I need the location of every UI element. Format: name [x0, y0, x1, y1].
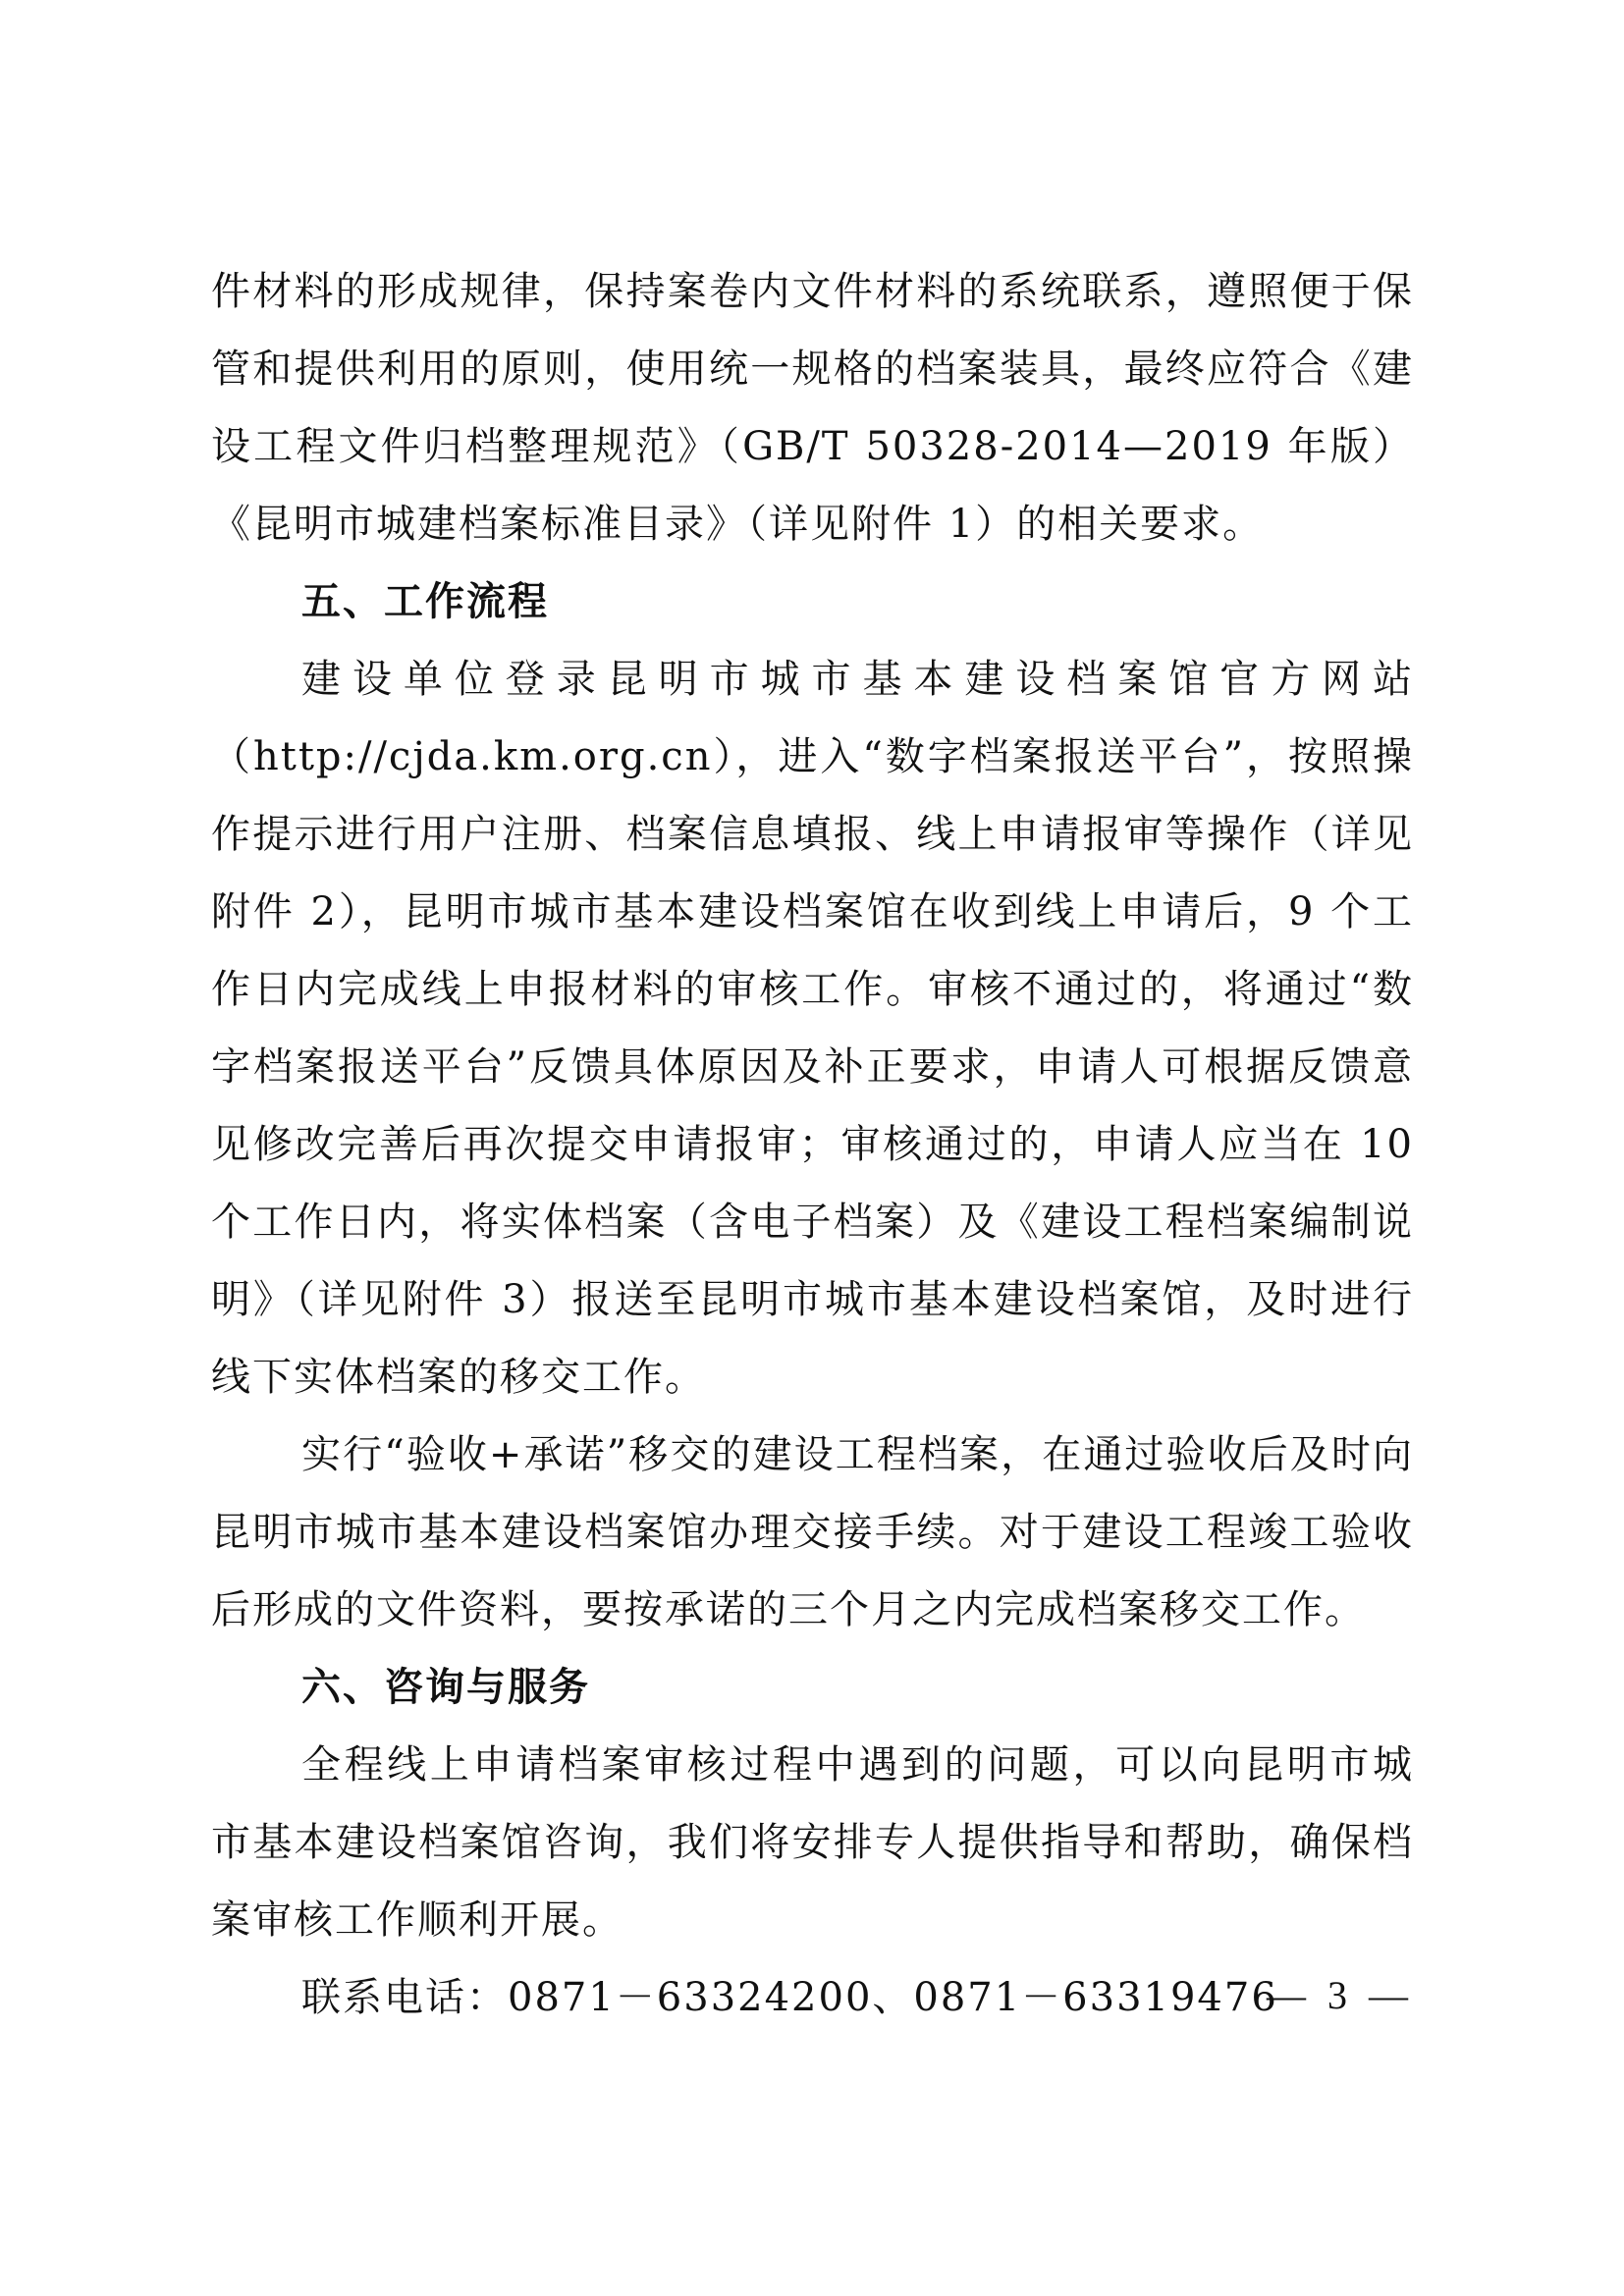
document-body: [211, 253, 1414, 2037]
paragraph-acceptance: 实行“验收+承诺”移交的建设工程档案，在通过验收后及时向昆明市城市基本建设档案馆办理交接手续。对于建设工程竣工验收后形成的文件资料，要按承诺的三个月之内完成档案移交工作。: [211, 1432, 1414, 1632]
section-heading-consulting: 六、咨询与服务: [301, 1665, 590, 1710]
section-heading-workflow: 五、工作流程: [301, 579, 549, 624]
page-number: — 3 —: [1267, 1973, 1414, 2017]
contact-phone: 联系电话：0871－63324200、0871－63319476: [301, 1975, 1278, 2020]
paragraph-continuation: 件材料的形成规律，保持案卷内文件材料的系统联系，遵照便于保管和提供利用的原则，使用统一规格的档案装具，最终应符合《建设工程文件归档整理规范》（GB/T 50328-2014—2019 年版）《昆明市城建档案标准目录》（详见附件 1）的相关要求。: [211, 269, 1414, 547]
paragraph-consulting: 全程线上申请档案审核过程中遇到的问题，可以向昆明市城市基本建设档案馆咨询，我们将安排专人提供指导和帮助，确保档案审核工作顺利开展。: [211, 1742, 1414, 1943]
paragraph-workflow: 建设单位登录昆明市城市基本建设档案馆官方网站（http://cjda.km.org.cn），进入“数字档案报送平台”，按照操作提示进行用户注册、档案信息填报、线上申请报审等操作（详见附件 2），昆明市城市基本建设档案馆在收到线上申请后，9 个工作日内完成线上申报材料的审核工作。审核不通过的，将通过“数字档案报送平台”反馈具体原因及补正要求，申请人可根据反馈意见修改完善后再次提交申请报审；审核通过的，申请人应当在 10 个工作日内，将实体档案（含电子档案）及《建设工程档案编制说明》（详见附件 3）报送至昆明市城市基本建设档案馆，及时进行线下实体档案的移交工作。: [211, 657, 1414, 1400]
